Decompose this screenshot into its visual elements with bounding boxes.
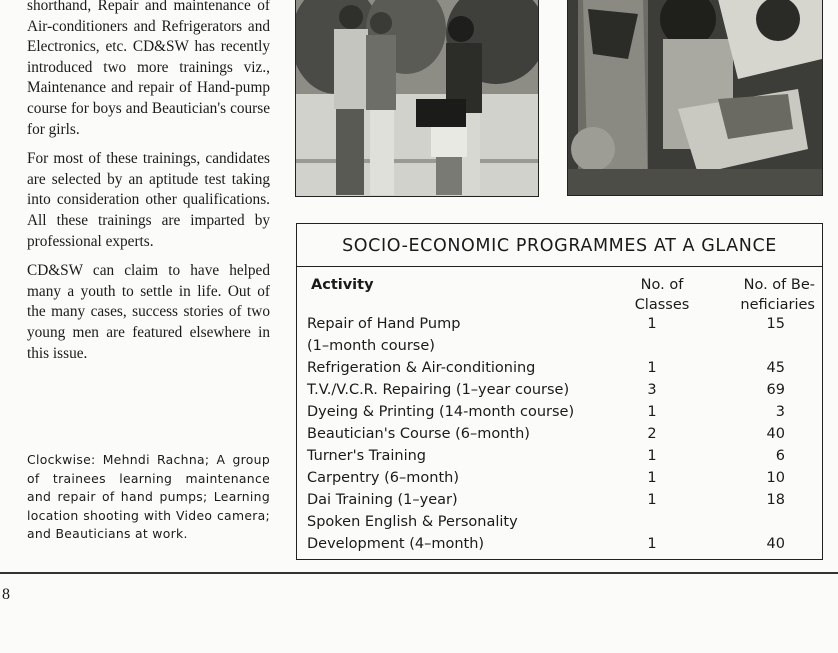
row-beneficiaries: 40 xyxy=(766,536,785,552)
table-row xyxy=(297,467,822,489)
row-classes: 1 xyxy=(647,448,657,464)
header-beneficiaries xyxy=(715,275,815,315)
page-number: 8 xyxy=(2,586,10,603)
table-row xyxy=(297,423,822,445)
row-beneficiaries: 40 xyxy=(766,426,785,442)
table-row xyxy=(297,379,822,401)
body-text-column xyxy=(27,0,270,364)
row-beneficiaries: 15 xyxy=(766,316,785,332)
body-paragraph: shorthand, Repair and maintenance of Air-conditioners and Refrigerators and Electronics, etc. CD&SW has recently introduced two more trainings viz., Maintenance and repair of Hand-pump course for boys and Beautician's course for girls. xyxy=(27,0,270,138)
table-row xyxy=(297,445,822,467)
row-beneficiaries: 6 xyxy=(775,448,785,464)
row-activity: Beautician's Course (6–month) xyxy=(307,426,530,442)
row-classes: 1 xyxy=(647,360,657,376)
table-row xyxy=(297,489,822,511)
row-classes: 3 xyxy=(647,382,657,398)
row-activity: Dai Training (1–year) xyxy=(307,492,458,508)
row-activity: Turner's Training xyxy=(307,448,426,464)
table-row xyxy=(297,357,822,379)
table-body xyxy=(297,313,822,555)
row-classes: 1 xyxy=(647,536,657,552)
row-classes: 2 xyxy=(647,426,657,442)
row-activity: Refrigeration & Air-conditioning xyxy=(307,360,536,376)
table-row xyxy=(297,313,822,357)
programmes-table xyxy=(296,223,823,560)
row-classes: 1 xyxy=(647,470,657,486)
row-activity: Repair of Hand Pump xyxy=(307,316,461,332)
row-activity-line-2: Development (4–month) xyxy=(307,536,485,552)
row-beneficiaries: 18 xyxy=(766,492,785,508)
header-classes xyxy=(617,275,707,315)
table-header xyxy=(297,267,822,313)
row-beneficiaries: 10 xyxy=(766,470,785,486)
header-beneficiaries-line-1: No. of Be- xyxy=(743,277,815,293)
table-title: SOCIO-ECONOMIC PROGRAMMES AT A GLANCE xyxy=(297,224,822,267)
row-activity-line-2: (1–month course) xyxy=(307,338,435,354)
body-paragraph: For most of these trainings, candidates are selected by an aptitude test taking into consideration other qualifications. All these trainings are imparted by professional experts. xyxy=(27,150,270,250)
row-activity: Spoken English & Personality xyxy=(307,514,518,530)
row-beneficiaries: 69 xyxy=(766,382,785,398)
table-row xyxy=(297,511,822,555)
page-bottom-rule xyxy=(0,572,838,574)
row-beneficiaries: 3 xyxy=(775,404,785,420)
header-beneficiaries-line-2: neficiaries xyxy=(740,297,815,313)
row-classes: 1 xyxy=(647,492,657,508)
header-classes-line-2: Classes xyxy=(634,297,690,313)
row-beneficiaries: 45 xyxy=(766,360,785,376)
row-activity: Dyeing & Printing (14-month course) xyxy=(307,404,575,420)
table-row xyxy=(297,401,822,423)
photo-beauticians-at-work xyxy=(567,0,823,196)
row-classes: 1 xyxy=(647,404,657,420)
photo-caption: Clockwise: Mehndi Rachna; A group of trainees learning maintenance and repair of hand pumps; Learning location shooting with Video camera; and Beauticians at work. xyxy=(27,452,270,541)
header-activity: Activity xyxy=(311,277,374,293)
header-classes-line-1: No. of xyxy=(640,277,684,293)
row-activity: Carpentry (6–month) xyxy=(307,470,459,486)
body-paragraph: CD&SW can claim to have helped many a youth to settle in life. Out of the many cases, success stories of two young men are featured elsewhere in this issue. xyxy=(27,262,270,362)
row-activity: T.V./V.C.R. Repairing (1–year course) xyxy=(307,382,570,398)
photo-video-camera-trainees xyxy=(295,0,539,197)
row-classes: 1 xyxy=(647,316,657,332)
